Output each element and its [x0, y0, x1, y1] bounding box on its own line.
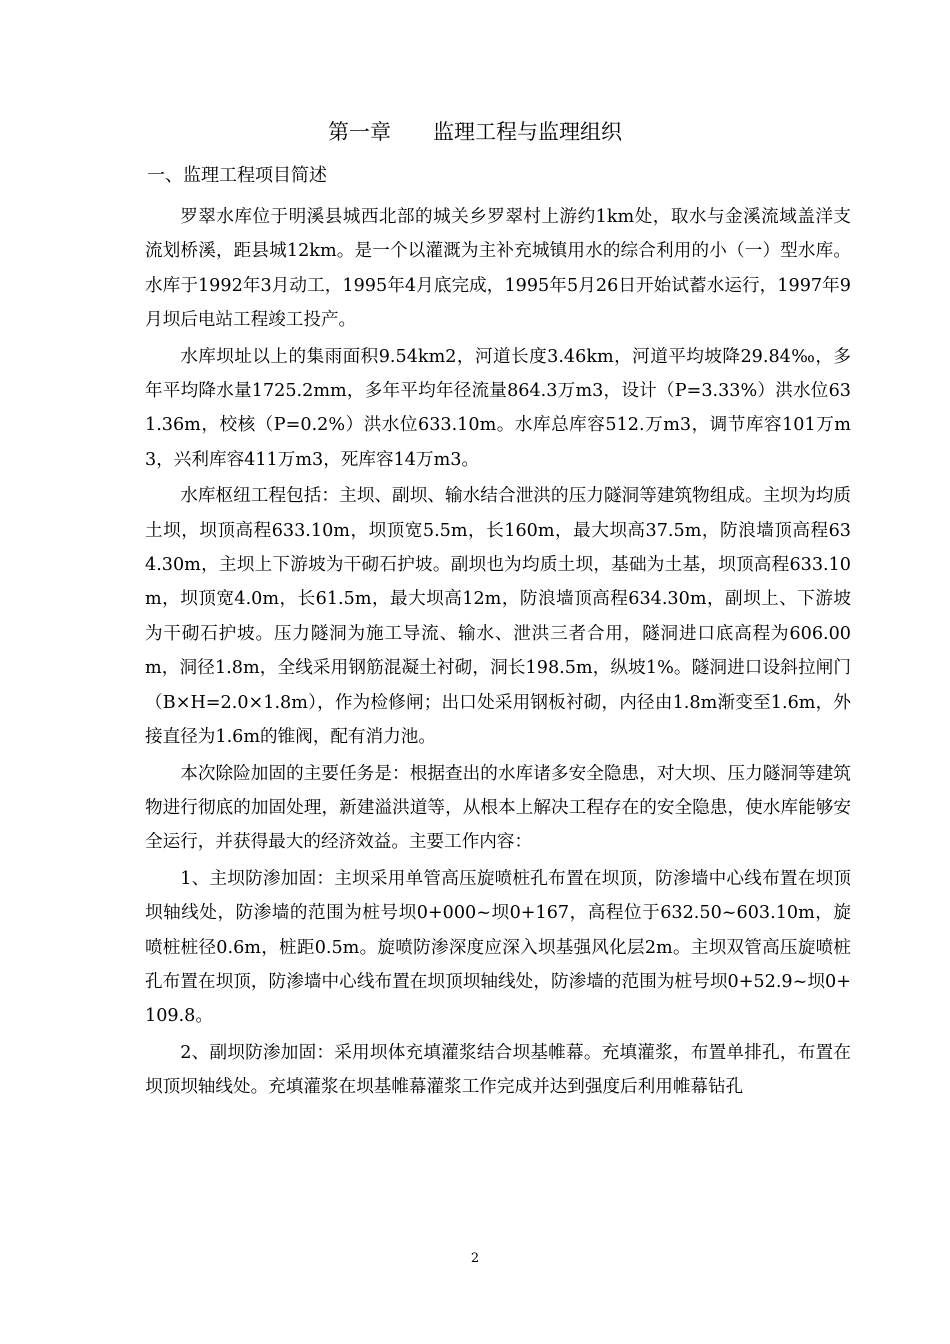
chapter-title: 第一章 监理工程与监理组织: [328, 120, 622, 144]
paragraph-auxiliary-dam-seepage: 2、副坝防渗加固：采用坝体充填灌浆结合坝基帷幕。充填灌浆，布置单排孔，布置在坝顶坝轴线处。充填灌浆在坝基帷幕灌浆工作完成并达到强度后利用帷幕钻孔: [145, 1042, 851, 1098]
paragraph-reinforcement-tasks: 本次除险加固的主要任务是：根据查出的水库诸多安全隐患，对大坝、压力隧洞等建筑物进行彻底的加固处理，新建溢洪道等，从根本上解决工程存在的安全隐患，使水库能够安全运行，并获得最大的经济效益。主要工作内容：: [145, 763, 851, 853]
paragraph-reservoir-overview: 罗翠水库位于明溪县城西北部的城关乡罗翠村上游约1km处，取水与金溪流域盖洋支流划桥溪，距县城12km。是一个以灌溉为主补充城镇用水的综合利用的小（一）型水库。水库于1992年3月动工，1995年4月底完成，1995年5月26日开始试蓄水运行，1997年9月坝后电站工程竣工投产。: [145, 207, 851, 331]
page-number: 2: [470, 1251, 480, 1266]
section-title: 一、监理工程项目简述: [147, 165, 327, 186]
paragraph-main-dam-seepage: 1、主坝防渗加固：主坝采用单管高压旋喷桩孔布置在坝顶，防渗墙中心线布置在坝顶坝轴线处，防渗墙的范围为桩号坝0+000~坝0+167，高程位于632.50~603.10m，旋喷桩桩径0.6m，桩距0.5m。旋喷防渗深度应深入坝基强风化层2m。主坝双管高压旋喷桩孔布置在坝顶，防渗墙中心线布置在坝顶坝轴线处，防渗墙的范围为桩号坝0+52.9~坝0+109.8。: [145, 868, 851, 1027]
paragraph-hub-works: 水库枢纽工程包括：主坝、副坝、输水结合泄洪的压力隧洞等建筑物组成。主坝为均质土坝，坝顶高程633.10m，坝顶宽5.5m，长160m，最大坝高37.5m，防浪墙顶高程634.30m，主坝上下游坡为干砌石护坡。副坝也为均质土坝，基础为土基，坝顶高程633.10m，坝顶宽4.0m，长61.5m，最大坝高12m，防浪墙顶高程634.30m，副坝上、下游坡为干砌石护坡。压力隧洞为施工导流、输水、泄洪三者合用，隧洞进口底高程为606.00m，洞径1.8m，全线采用钢筋混凝土衬砌，洞长198.5m，纵坡1%。隧洞进口设斜拉闸门（B×H=2.0×1.8m），作为检修闸；出口处采用钢板衬砌，内径由1.8m渐变至1.6m，外接直径为1.6m的锥阀，配有消力池。: [145, 486, 851, 748]
paragraph-hydrology: 水库坝址以上的集雨面积9.54km2，河道长度3.46km，河道平均坡降29.84‰，多年平均降水量1725.2mm，多年平均年径流量864.3万m3，设计（P=3.33%）洪水位631.36m，校核（P=0.2%）洪水位633.10m。水库总库容512.万m3，调节库容101万m3，兴利库容411万m3，死库容14万m3。: [145, 346, 851, 470]
body-text: [145, 200, 851, 1105]
